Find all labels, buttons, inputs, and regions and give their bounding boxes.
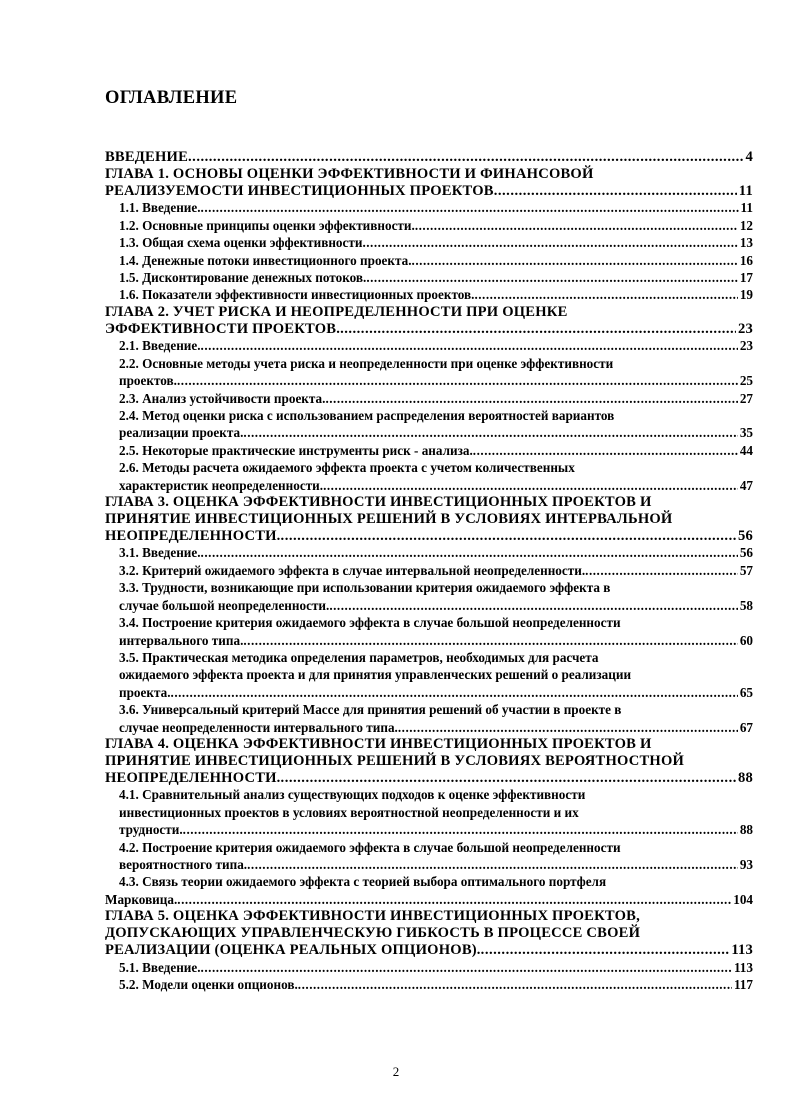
page-ref: 47: [739, 477, 753, 493]
toc-entry-1-6[interactable]: 1.6. Показатели эффективности инвестиционных проектов. ..... 19: [105, 286, 753, 303]
page-ref: 113: [733, 959, 753, 975]
page-ref: 11: [740, 200, 753, 216]
page-ref: 58: [739, 597, 753, 613]
toc-entry-4-2[interactable]: 4.2. Построение критерия ожидаемого эффекта в случае большой неопределенности вероятностного типа. ..... 93: [105, 839, 753, 874]
page-ref: 113: [731, 941, 753, 958]
page-ref: 93: [739, 856, 753, 872]
page-ref: 67: [739, 719, 753, 735]
page-ref: 60: [739, 632, 753, 648]
page-ref: 23: [738, 320, 753, 337]
toc-entry-chapter-2[interactable]: ГЛАВА 2. УЧЕТ РИСКА И НЕОПРЕДЕЛЕННОСТИ ПРИ ОЦЕНКЕ ЭФФЕКТИВНОСТИ ПРОЕКТОВ. ..... 23: [105, 304, 753, 338]
toc-entry-chapter-4[interactable]: ГЛАВА 4. ОЦЕНКА ЭФФЕКТИВНОСТИ ИНВЕСТИЦИОННЫХ ПРОЕКТОВ И ПРИНЯТИЕ ИНВЕСТИЦИОННЫХ РЕШЕНИЙ В УСЛОВИЯХ ВЕРОЯТНОСТНОЙ НЕОПРЕДЕЛЕННОСТИ. ..... 88: [105, 736, 753, 786]
toc-entry-4-3[interactable]: 4.3. Связь теории ожидаемого эффекта с теорией выбора оптимального портфеля Марковица. ..... 104: [105, 873, 753, 908]
toc-entry-chapter-1[interactable]: ГЛАВА 1. ОСНОВЫ ОЦЕНКИ ЭФФЕКТИВНОСТИ И ФИНАНСОВОЙ РЕАЛИЗУЕМОСТИ ИНВЕСТИЦИОННЫХ ПРОЕКТОВ ..... 11: [105, 166, 753, 200]
page-ref: 11: [738, 182, 753, 199]
toc-entry-2-6[interactable]: 2.6. Методы расчета ожидаемого эффекта проекта с учетом количественных характеристик неопределенности. ..... 47: [105, 459, 753, 494]
page-ref: 27: [739, 390, 753, 406]
toc-entry-2-4[interactable]: 2.4. Метод оценки риска с использованием распределения вероятностей вариантов реализации проекта. ..... 35: [105, 407, 753, 442]
page-ref: 12: [739, 217, 753, 233]
toc-entry-2-2[interactable]: 2.2. Основные методы учета риска и неопределенности при оценке эффективности проектов. ..... 25: [105, 355, 753, 390]
toc-entry-3-6[interactable]: 3.6. Универсальный критерий Массе для принятия решений об участии в проекте в случае неопределенности интервального типа. ..... 67: [105, 701, 753, 736]
toc-entry-chapter-3[interactable]: ГЛАВА 3. ОЦЕНКА ЭФФЕКТИВНОСТИ ИНВЕСТИЦИОННЫХ ПРОЕКТОВ И ПРИНЯТИЕ ИНВЕСТИЦИОННЫХ РЕШЕНИЙ В УСЛОВИЯХ ИНТЕРВАЛЬНОЙ НЕОПРЕДЕЛЕННОСТИ. ..... 56: [105, 494, 753, 544]
page-ref: 4: [745, 149, 753, 165]
page-ref: 17: [739, 270, 753, 286]
toc-entry-chapter-5[interactable]: ГЛАВА 5. ОЦЕНКА ЭФФЕКТИВНОСТИ ИНВЕСТИЦИОННЫХ ПРОЕКТОВ, ДОПУСКАЮЩИХ УПРАВЛЕНЧЕСКУЮ ГИБКОСТЬ В ПРОЦЕССЕ СВОЕЙ РЕАЛИЗАЦИИ (ОЦЕНКА РЕАЛЬНЫХ ОПЦИОНОВ). ..... 113: [105, 908, 753, 958]
toc-entry-1-3[interactable]: 1.3. Общая схема оценки эффективности ..... 13: [105, 234, 753, 251]
page-ref: 25: [739, 373, 753, 389]
toc-entry-3-5[interactable]: 3.5. Практическая методика определения параметров, необходимых для расчета ожидаемого эффекта проекта и для принятия управленческих решений о реализации проекта. ..... 65: [105, 649, 753, 701]
toc-entry-1-4[interactable]: 1.4. Денежные потоки инвестиционного проекта. ..... 16: [105, 252, 753, 269]
page-ref: 19: [739, 287, 753, 303]
toc-entry-2-1[interactable]: 2.1. Введение. ..... 23: [105, 337, 753, 354]
page-ref: 44: [739, 442, 753, 458]
page-ref: 57: [739, 562, 753, 578]
toc-entry-1-5[interactable]: 1.5. Дисконтирование денежных потоков. ..... 17: [105, 269, 753, 286]
table-of-contents: [105, 149, 753, 993]
toc-heading: ОГЛАВЛЕНИЕ: [105, 88, 238, 108]
page-ref: 56: [738, 527, 753, 544]
page-ref: 88: [738, 769, 753, 786]
toc-entry-2-3[interactable]: 2.3. Анализ устойчивости проекта. ..... 27: [105, 390, 753, 407]
toc-entry-5-1[interactable]: 5.1. Введение. ..... 113: [105, 959, 753, 976]
page-number: 2: [392, 1064, 400, 1079]
toc-entry-3-3[interactable]: 3.3. Трудности, возникающие при использовании критерия ожидаемого эффекта в случае большой неопределенности. ..... 58: [105, 579, 753, 614]
page-ref: 65: [739, 684, 753, 700]
page-ref: 88: [739, 822, 753, 838]
toc-entry-1-1[interactable]: 1.1. Введение. ..... 11: [105, 199, 753, 216]
page-ref: 104: [733, 891, 753, 907]
page-ref: 35: [739, 425, 753, 441]
page-ref: 56: [739, 545, 753, 561]
toc-entry-4-1[interactable]: 4.1. Сравнительный анализ существующих подходов к оценке эффективности инвестиционных проектов в условиях вероятностной неопределенности и их трудности. ..... 88: [105, 786, 753, 838]
toc-entry-5-2[interactable]: 5.2. Модели оценки опционов. ..... 117: [105, 976, 753, 993]
page-ref: 13: [739, 235, 753, 251]
toc-entry-introduction[interactable]: ВВЕДЕНИЕ ..... 4: [105, 149, 753, 166]
toc-entry-3-2[interactable]: 3.2. Критерий ожидаемого эффекта в случае интервальной неопределенности. ..... 57: [105, 562, 753, 579]
page-ref: 16: [739, 252, 753, 268]
toc-entry-1-2[interactable]: 1.2. Основные принципы оценки эффективности. ..... 12: [105, 217, 753, 234]
page-ref: 23: [739, 338, 753, 354]
toc-entry-3-1[interactable]: 3.1. Введение. ..... 56: [105, 544, 753, 561]
toc-entry-2-5[interactable]: 2.5. Некоторые практические инструменты риск - анализа. ..... 44: [105, 442, 753, 459]
page-ref: 117: [733, 976, 753, 992]
toc-entry-3-4[interactable]: 3.4. Построение критерия ожидаемого эффекта в случае большой неопределенности интервального типа. ..... 60: [105, 614, 753, 649]
